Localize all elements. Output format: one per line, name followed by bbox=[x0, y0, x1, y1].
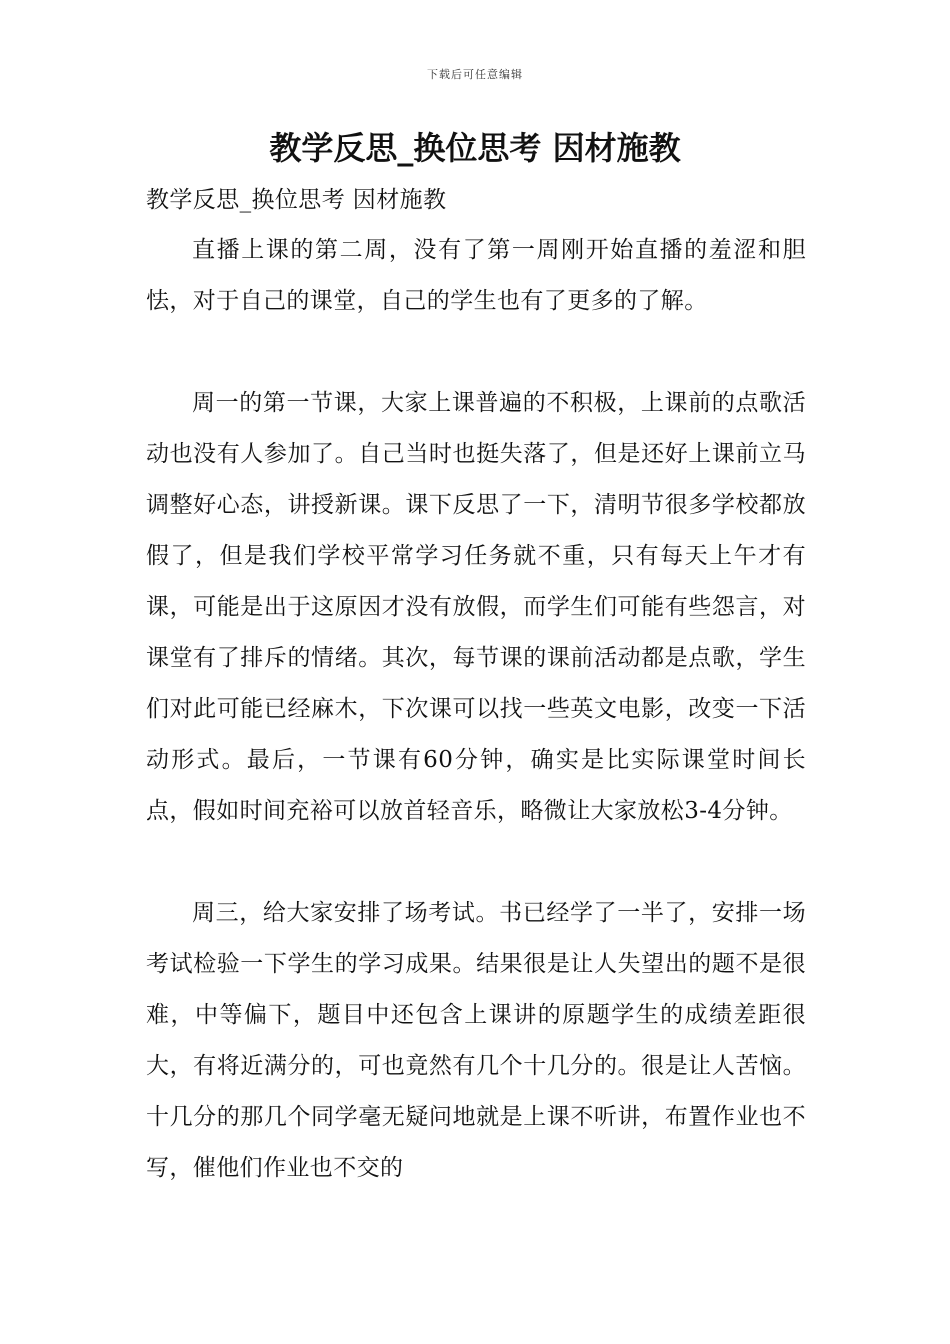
paragraph-wednesday: 周三，给大家安排了场考试。书已经学了一半了，安排一场考试检验一下学生的学习成果。结果很是让人失望出的题不是很难，中等偏下，题目中还包含上课讲的原题学生的成绩差距很大，有将近满分的，可也竟然有几个十几分的。很是让人苦恼。十几分的那几个同学毫无疑问地就是上课不听讲，布置作业也不写，催他们作业也不交的 bbox=[146, 900, 806, 1181]
document-body bbox=[146, 180, 806, 1194]
header-note: 下载后可任意编辑 bbox=[427, 68, 523, 81]
paragraph-spacer bbox=[146, 327, 806, 378]
paragraph-spacer bbox=[146, 837, 806, 888]
document-subtitle: 教学反思_换位思考 因材施教 bbox=[146, 187, 447, 213]
paragraph-intro: 直播上课的第二周，没有了第一周刚开始直播的羞涩和胆怯，对于自己的课堂，自己的学生也有了更多的了解。 bbox=[146, 237, 806, 314]
document-title: 教学反思_换位思考 因材施教 bbox=[269, 129, 681, 167]
paragraph-monday: 周一的第一节课，大家上课普遍的不积极，上课前的点歌活动也没有人参加了。自己当时也挺失落了，但是还好上课前立马调整好心态，讲授新课。课下反思了一下，清明节很多学校都放假了，但是我们学校平常学习任务就不重，只有每天上午才有课，可能是出于这原因才没有放假，而学生们可能有些怨言，对课堂有了排斥的情绪。其次，每节课的课前活动都是点歌，学生们对此可能已经麻木，下次课可以找一些英文电影，改变一下活动形式。最后，一节课有60分钟，确实是比实际课堂时间长点，假如时间充裕可以放首轻音乐，略微让大家放松3-4分钟。 bbox=[146, 390, 806, 824]
